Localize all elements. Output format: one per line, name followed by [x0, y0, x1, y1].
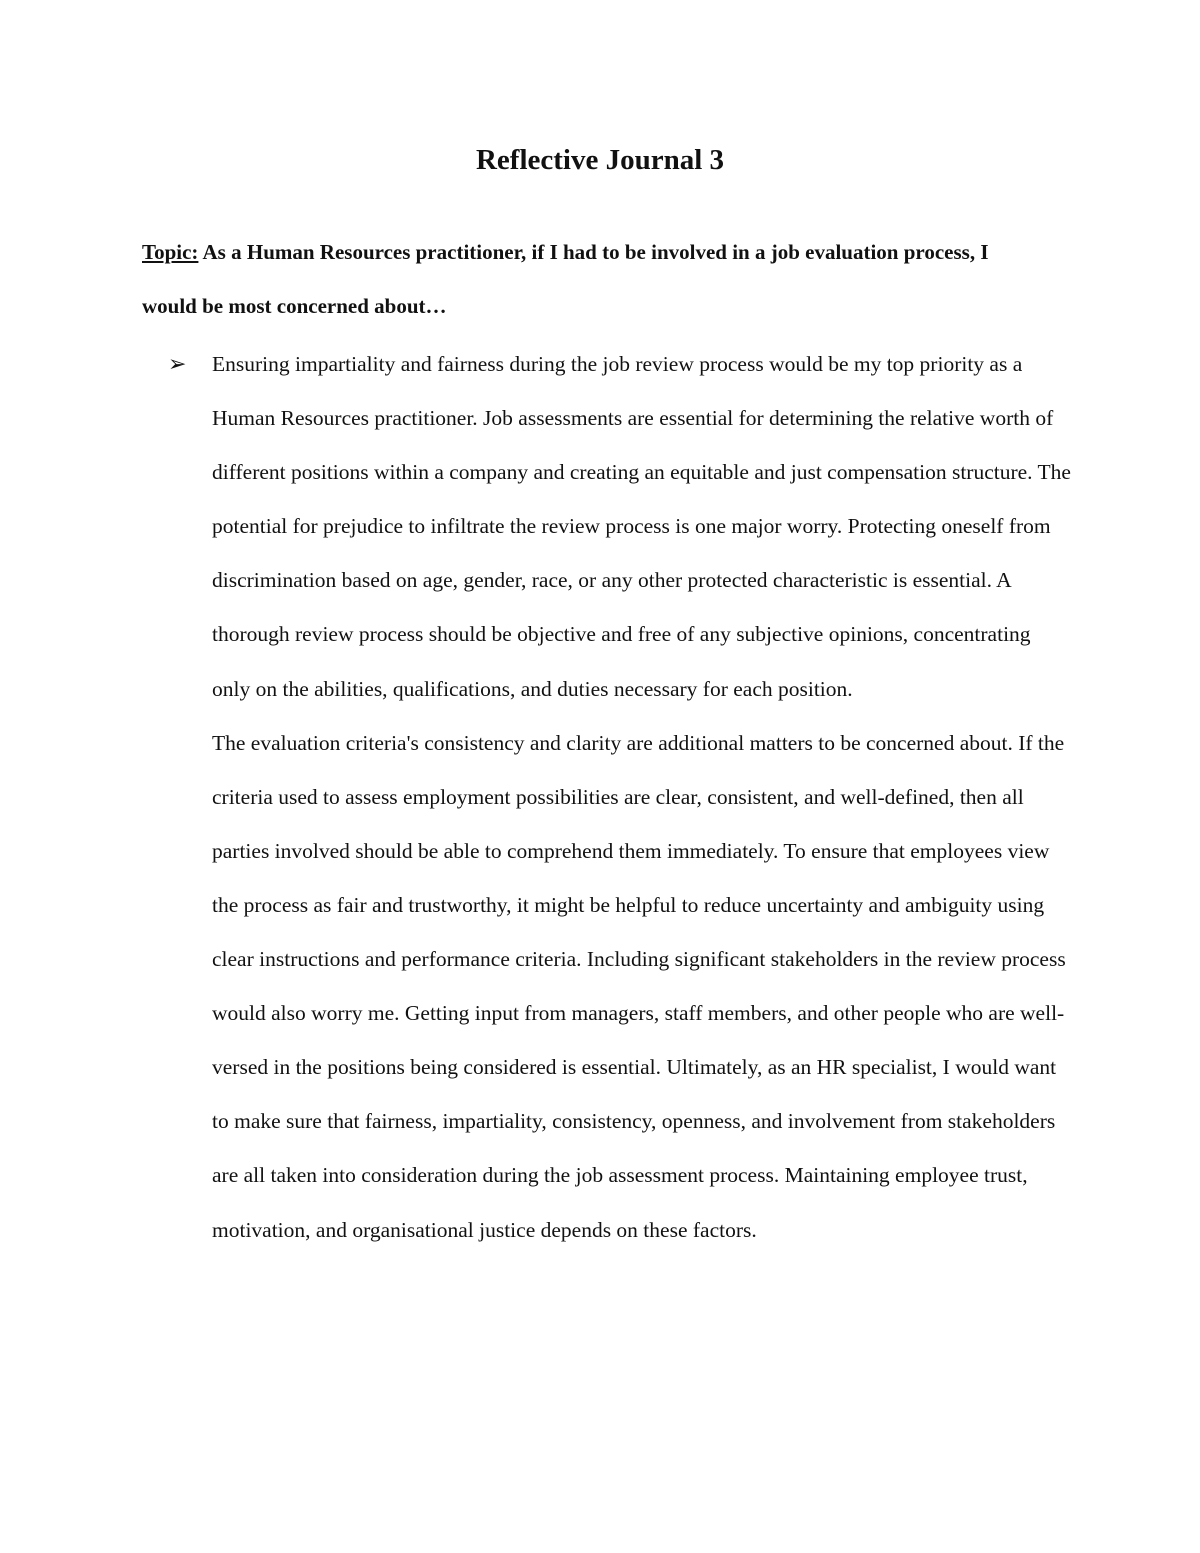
- document-title: Reflective Journal 3: [475, 144, 725, 176]
- paragraph-1: Ensuring impartiality and fairness during the job review process would be my top priority as a Human Resources practitioner. Job assessments are essential for determining the relative worth of different positions within a company and creating an equitable and just compensation structure. The potential for prejudice to infiltrate the review process is one major worry. Protecting oneself from discrimination based on age, gender, race, or any other protected characteristic is essential. A thorough review process should be objective and free of any subjective opinions, concentrating only on the abilities, qualifications, and duties necessary for each position.: [212, 352, 1071, 701]
- paragraph-2: The evaluation criteria's consistency and clarity are additional matters to be concerned about. If the criteria used to assess employment possibilities are clear, consistent, and well-defined, then all parties involved should be able to comprehend them immediately. To ensure that employees view the process as fair and trustworthy, it might be helpful to reduce uncertainty and ambiguity using clear instructions and performance criteria. Including significant stakeholders in the review process would also worry me. Getting input from managers, staff members, and other people who are well-versed in the positions being considered is essential. Ultimately, as an HR specialist, I would want to make sure that fairness, impartiality, consistency, openness, and involvement from stakeholders are all taken into consideration during the job assessment process. Maintaining employee trust, motivation, and organisational justice depends on these factors.: [212, 730, 1066, 1242]
- topic-heading: [142, 225, 1042, 333]
- topic-text: As a Human Resources practitioner, if I had to be involved in a job evaluation process, I would be most concerned about…: [142, 240, 989, 318]
- topic-label: Topic:: [142, 240, 199, 264]
- bullet-body: [212, 337, 1072, 1257]
- arrow-bullet-icon: ➢: [168, 351, 187, 376]
